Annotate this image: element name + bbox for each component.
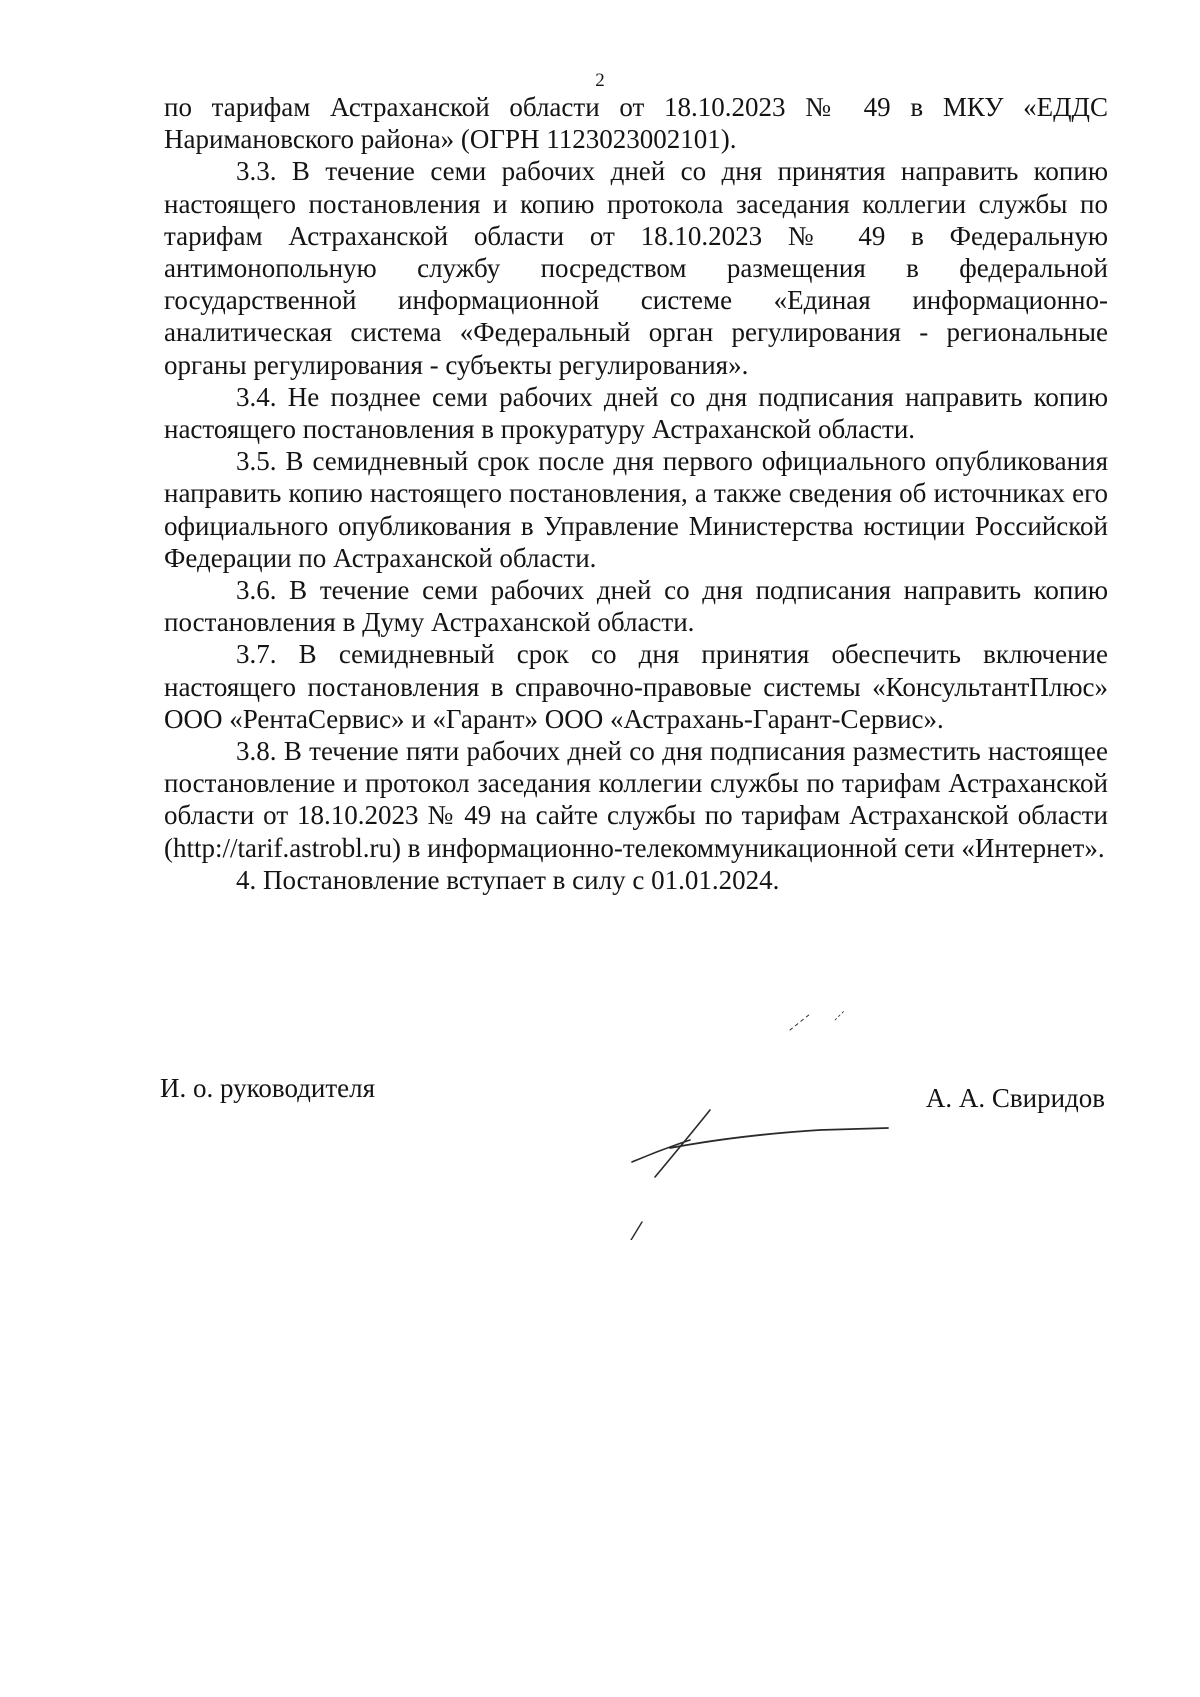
paragraph-3-7: 3.7. В семидневный срок со дня принятия обеспечить включение настоящего постановления в справочно-правовые системы «КонсультантПлюс» ООО «РентаСервис» и «Гарант» ООО «Астрахань-Гарант-Сервис». (164, 639, 1108, 734)
signatory-name: А. А. Свиридов (925, 1083, 1105, 1113)
paragraph-3-3: 3.3. В течение семи рабочих дней со дня принятия направить копию настоящего постановления и копию протокола заседания коллегии службы по тарифам Астраханской области от 18.10.2023 № 49 в Федеральную антимонопольную службу посредством размещения в федеральной государственной информационной системе «Единая информационно-аналитическая система «Федеральный орган регулирования - региональные органы регулирования - субъекты регулирования». (164, 156, 1108, 380)
paragraph-3-4: 3.4. Не позднее семи рабочих дней со дня подписания направить копию настоящего постановления в прокуратуру Астраханской области. (164, 381, 1108, 445)
page-number: 2 (595, 70, 605, 91)
paragraph-3-6: 3.6. В течение семи рабочих дней со дня подписания направить копию постановления в Думу Астраханской области. (164, 575, 1108, 638)
paragraph-3-5: 3.5. В семидневный срок после дня первого официального опубликования направить копию настоящего постановления, а также сведения об источниках его официального опубликования в Управление Министерства юстиции Российской Федерации по Астраханской области. (164, 446, 1108, 573)
handwritten-signature (620, 1000, 920, 1240)
document-body (164, 91, 1108, 896)
paragraph-continuation: по тарифам Астраханской области от 18.10.2023 № 49 в МКУ «ЕДДС Наримановского района» (ОГРН 1123023002101). (164, 92, 1108, 155)
paragraph-3-8: 3.8. В течение пяти рабочих дней со дня подписания разместить настоящее постановление и протокол заседания коллегии службы по тарифам Астраханской области от 18.10.2023 № 49 на сайте службы по тарифам Астраханской области (http://tarif.astrobl.ru) в информационно-телекоммуникационной сети «Интернет». (164, 736, 1108, 863)
paragraph-4: 4. Постановление вступает в силу с 01.01.2024. (236, 864, 780, 895)
signatory-position: И. о. руководителя (160, 1073, 376, 1103)
